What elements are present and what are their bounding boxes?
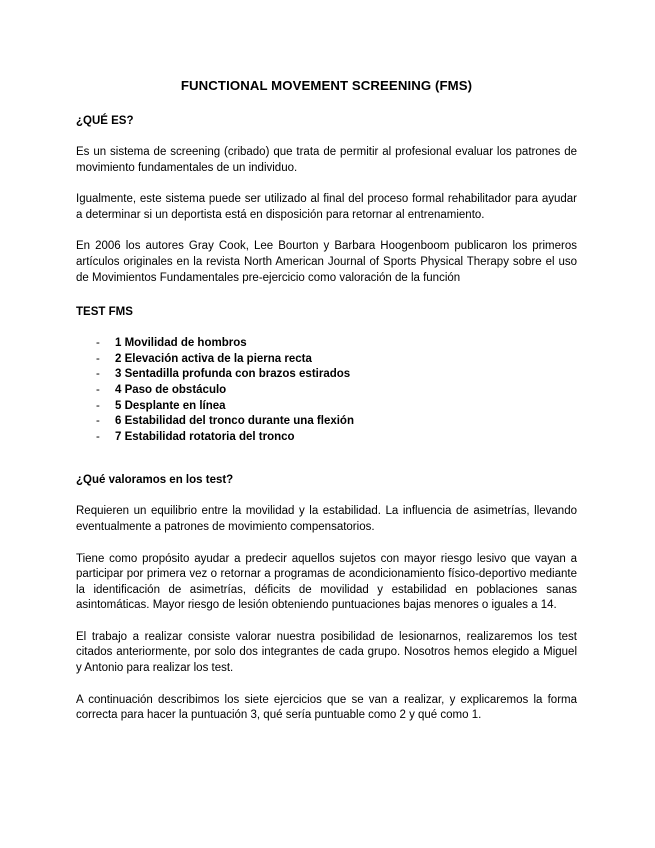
test-list-item (96, 430, 577, 446)
paragraph-definition: Es un sistema de screening (cribado) que trata de permitir al profesional evaluar los patrones de movimiento fundamentales de un individuo. (76, 146, 577, 174)
bullet-dash: - (96, 352, 100, 365)
section-heading-que-es: ¿QUÉ ES? (76, 115, 134, 127)
bullet-dash: - (96, 415, 100, 428)
test-item-label: 7 Estabilidad rotatoria del tronco (115, 430, 295, 443)
paragraph-purpose: Tiene como propósito ayudar a predecir aquellos sujetos con mayor riesgo lesivo que vayan a participar por primera vez o retornar a programas de acondicionamiento físico-deportivo mediante la identificación de asimetrías, déficits de movilidad y estabilidad en poblaciones sanas asintomáticas. Mayor riesgo de lesión obteniendo puntuaciones bajas menores o iguales a 14. (76, 552, 577, 612)
bullet-dash: - (96, 337, 100, 350)
bullet-dash: - (96, 430, 100, 443)
paragraph-continuation: A continuación describimos los siete ejercicios que se van a realizar, y explicaremos la forma correcta para hacer la puntuación 3, qué sería puntuable como 2 y qué como 1. (76, 693, 577, 722)
test-list (76, 336, 577, 445)
section-heading-valoramos: ¿Qué valoramos en los test? (76, 474, 234, 487)
test-list-item (96, 336, 577, 352)
test-item-label: 1 Movilidad de hombros (115, 337, 247, 350)
test-item-label: 5 Desplante en línea (115, 399, 226, 412)
test-item-label: 6 Estabilidad del tronco durante una flexión (115, 415, 354, 428)
bullet-dash: - (96, 399, 100, 412)
test-item-label: 4 Paso de obstáculo (115, 383, 227, 396)
paragraph-rehabilitation: Igualmente, este sistema puede ser utilizado al final del proceso formal rehabilitador para ayudar a determinar si un deportista está en disposición para retornar al entrenamiento. (76, 193, 577, 221)
test-item-label: 3 Sentadilla profunda con brazos estirados (115, 368, 351, 381)
paragraph-history: En 2006 los autores Gray Cook, Lee Bourton y Barbara Hoogenboom publicaron los primeros artículos originales en la revista North American Journal of Sports Physical Therapy sobre el uso de Movimientos Fundamentales pre-ejercicio como valoración de la función (76, 240, 577, 284)
test-list-item (96, 367, 577, 383)
paragraph-equilibrium: Requieren un equilibrio entre la movilidad y la estabilidad. La influencia de asimetrías, llevando eventualmente a patrones de movimiento compensatorios. (76, 505, 577, 533)
bullet-dash: - (96, 383, 100, 396)
test-list-item (96, 352, 577, 368)
test-list-item (96, 383, 577, 399)
test-list-item (96, 414, 577, 430)
test-item-label: 2 Elevación activa de la pierna recta (115, 352, 312, 365)
section-heading-test-fms: TEST FMS (76, 306, 133, 319)
document-title: FUNCTIONAL MOVEMENT SCREENING (FMS) (180, 78, 473, 93)
bullet-dash: - (96, 368, 100, 381)
paragraph-work: El trabajo a realizar consiste valorar nuestra posibilidad de lesionarnos, realizaremos los test citados anteriormente, por solo dos integrantes de cada grupo. Nosotros hemos elegido a Miguel y Antonio para realizar los test. (76, 630, 577, 675)
test-list-item (96, 399, 577, 415)
